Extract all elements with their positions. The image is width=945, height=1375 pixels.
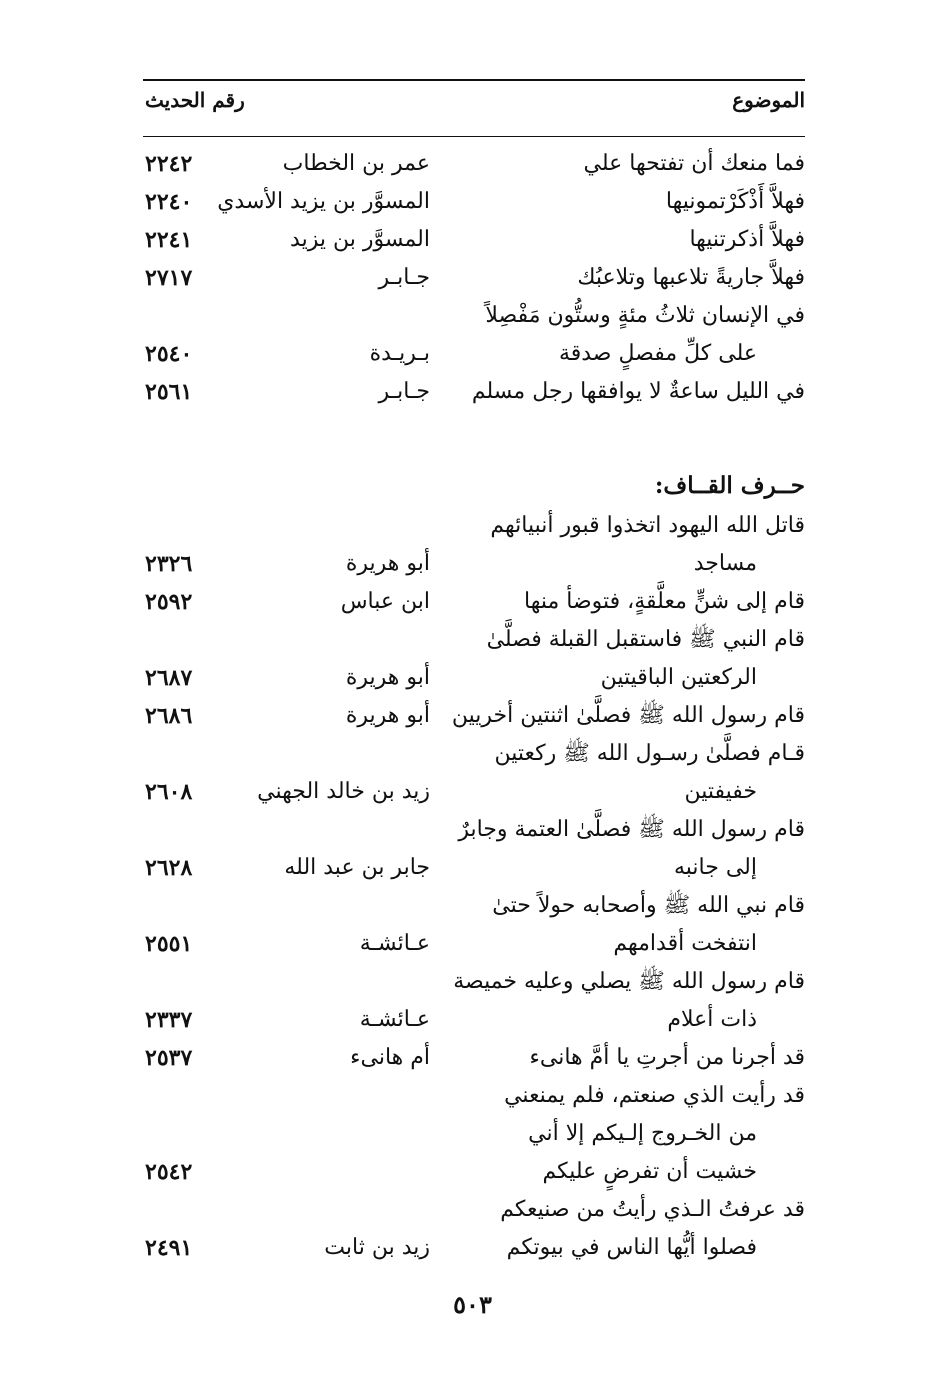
hadith-text: انتفخت أقدامهم xyxy=(613,931,757,956)
hadith-text: فهلاَّ جاريةً تلاعبها وتلاعبُك xyxy=(577,265,805,290)
hadith-number: ٢٥٦١ xyxy=(145,379,193,405)
index-row xyxy=(143,1230,805,1268)
hadith-number: ٢٢٤٠ xyxy=(145,189,193,215)
index-row xyxy=(143,1040,805,1078)
narrator-name: جابر بن عبد الله xyxy=(284,855,430,880)
hadith-number: ٢٥٣٧ xyxy=(145,1045,193,1071)
hadith-text: فصلوا أيُّها الناس في بيوتكم xyxy=(506,1235,757,1260)
index-row xyxy=(143,146,805,184)
hadith-text: إلى جانبه xyxy=(673,855,757,880)
hadith-number: ٢٥٤٠ xyxy=(145,341,193,367)
index-row xyxy=(143,888,805,926)
index-row xyxy=(143,926,805,964)
narrator-name: زيد بن خالد الجهني xyxy=(257,779,430,804)
hadith-text: قد أجرنا من أجرتِ يا أمَّ هانىء xyxy=(529,1045,805,1070)
hadith-number: ٢٦٠٨ xyxy=(145,779,193,805)
hadith-text: مساجد xyxy=(693,551,757,576)
topic-column-header: الموضوع xyxy=(732,88,805,112)
index-row xyxy=(143,298,805,336)
narrator-name: عـائشـة xyxy=(359,931,430,956)
index-row xyxy=(143,184,805,222)
index-row xyxy=(143,1192,805,1230)
hadith-text: خفيفتين xyxy=(684,779,757,804)
index-row xyxy=(143,1078,805,1116)
index-row xyxy=(143,584,805,622)
hadith-number: ٢٥٤٢ xyxy=(145,1159,193,1185)
hadith-text: خشيت أن تفرضٍ عليكم xyxy=(542,1159,757,1184)
narrator-name: جـابـر xyxy=(378,379,430,404)
index-row xyxy=(143,1154,805,1192)
hadith-text: من الخـروج إلـيكم إلا أني xyxy=(528,1121,757,1146)
narrator-name: أبو هريرة xyxy=(345,665,430,690)
header-rule xyxy=(143,136,805,137)
hadith-number: ٢٤٩١ xyxy=(145,1235,193,1261)
hadith-text: ذات أعلام xyxy=(667,1007,757,1032)
hadith-text: قام إلى شنٍّ معلَّقةٍ، فتوضأ منها xyxy=(523,589,805,614)
hadith-text: على كلِّ مفصلٍ صدقة xyxy=(558,341,757,366)
section-title-qaf: حــرف القــاف: xyxy=(654,472,805,499)
index-row xyxy=(143,736,805,774)
narrator-name: المسوَّر بن يزيد الأسدي xyxy=(217,189,430,214)
narrator-name: زيد بن ثابت xyxy=(324,1235,430,1260)
hadith-number: ٢٢٤٢ xyxy=(145,151,193,177)
index-row xyxy=(143,222,805,260)
hadith-text: قام نبي الله ﷺ وأصحابه حولاً حتىٰ xyxy=(492,893,805,918)
index-row xyxy=(143,850,805,888)
narrator-name: أم هانىء xyxy=(350,1045,430,1070)
hadith-text: فما منعك أن تفتحها علي xyxy=(583,151,805,176)
page-number: ٥٠٣ xyxy=(453,1290,492,1319)
hadith-text: قام رسول الله ﷺ يصلي وعليه خميصة xyxy=(453,969,805,994)
narrator-name: بـريـدة xyxy=(369,341,430,366)
number-column-header: رقم الحديث xyxy=(145,88,245,112)
hadith-text: فهلاَّ أذكرتنيها xyxy=(689,227,805,252)
index-row xyxy=(143,508,805,546)
hadith-number: ٢٦٨٧ xyxy=(145,665,193,691)
index-row xyxy=(143,812,805,850)
index-row xyxy=(143,374,805,412)
hadith-number: ٢٥٩٢ xyxy=(145,589,193,615)
index-row xyxy=(143,774,805,812)
hadith-text: قام رسول الله ﷺ فصلَّىٰ اثنتين أخريين xyxy=(451,703,805,728)
hadith-number: ٢٣٢٦ xyxy=(145,551,193,577)
hadith-text: قد عرفتُ الـذي رأيتُ من صنيعكم xyxy=(500,1197,805,1222)
hadith-text: فهلاَّ أَذْكَرْتمونيها xyxy=(665,189,805,214)
index-row xyxy=(143,260,805,298)
narrator-name: أبو هريرة xyxy=(345,703,430,728)
hadith-text: في الليل ساعةٌ لا يوافقها رجل مسلم xyxy=(471,379,805,404)
hadith-text: قام النبي ﷺ فاستقبل القبلة فصلَّىٰ xyxy=(486,627,805,652)
hadith-number: ٢٢٤١ xyxy=(145,227,193,253)
narrator-name: عـائشـة xyxy=(359,1007,430,1032)
hadith-text: في الإنسان ثلاثُ مئةٍ وستُّون مَفْصِلاً xyxy=(485,303,805,328)
index-row xyxy=(143,336,805,374)
narrator-name: جـابـر xyxy=(378,265,430,290)
hadith-number: ٢٧١٧ xyxy=(145,265,193,291)
hadith-number: ٢٥٥١ xyxy=(145,931,193,957)
hadith-number: ٢٣٣٧ xyxy=(145,1007,193,1033)
index-row xyxy=(143,622,805,660)
hadith-text: قد رأيت الذي صنعتم، فلم يمنعني xyxy=(504,1083,805,1108)
index-row xyxy=(143,1002,805,1040)
hadith-text: قام رسول الله ﷺ فصلَّىٰ العتمة وجابرٌ xyxy=(458,817,805,842)
hadith-text: قـام فصلَّىٰ رسـول الله ﷺ ركعتين xyxy=(494,741,805,766)
index-row xyxy=(143,964,805,1002)
narrator-name: المسوَّر بن يزيد xyxy=(290,227,430,252)
hadith-text: الركعتين الباقيتين xyxy=(600,665,757,690)
index-row xyxy=(143,1116,805,1154)
hadith-number: ٢٦٨٦ xyxy=(145,703,193,729)
index-row xyxy=(143,698,805,736)
top-rule xyxy=(143,79,805,81)
index-row xyxy=(143,660,805,698)
hadith-number: ٢٦٢٨ xyxy=(145,855,193,881)
narrator-name: أبو هريرة xyxy=(345,551,430,576)
narrator-name: ابن عباس xyxy=(340,589,430,614)
narrator-name: عمر بن الخطاب xyxy=(282,151,430,176)
hadith-text: قاتل الله اليهود اتخذوا قبور أنبيائهم xyxy=(490,513,805,538)
index-row xyxy=(143,546,805,584)
